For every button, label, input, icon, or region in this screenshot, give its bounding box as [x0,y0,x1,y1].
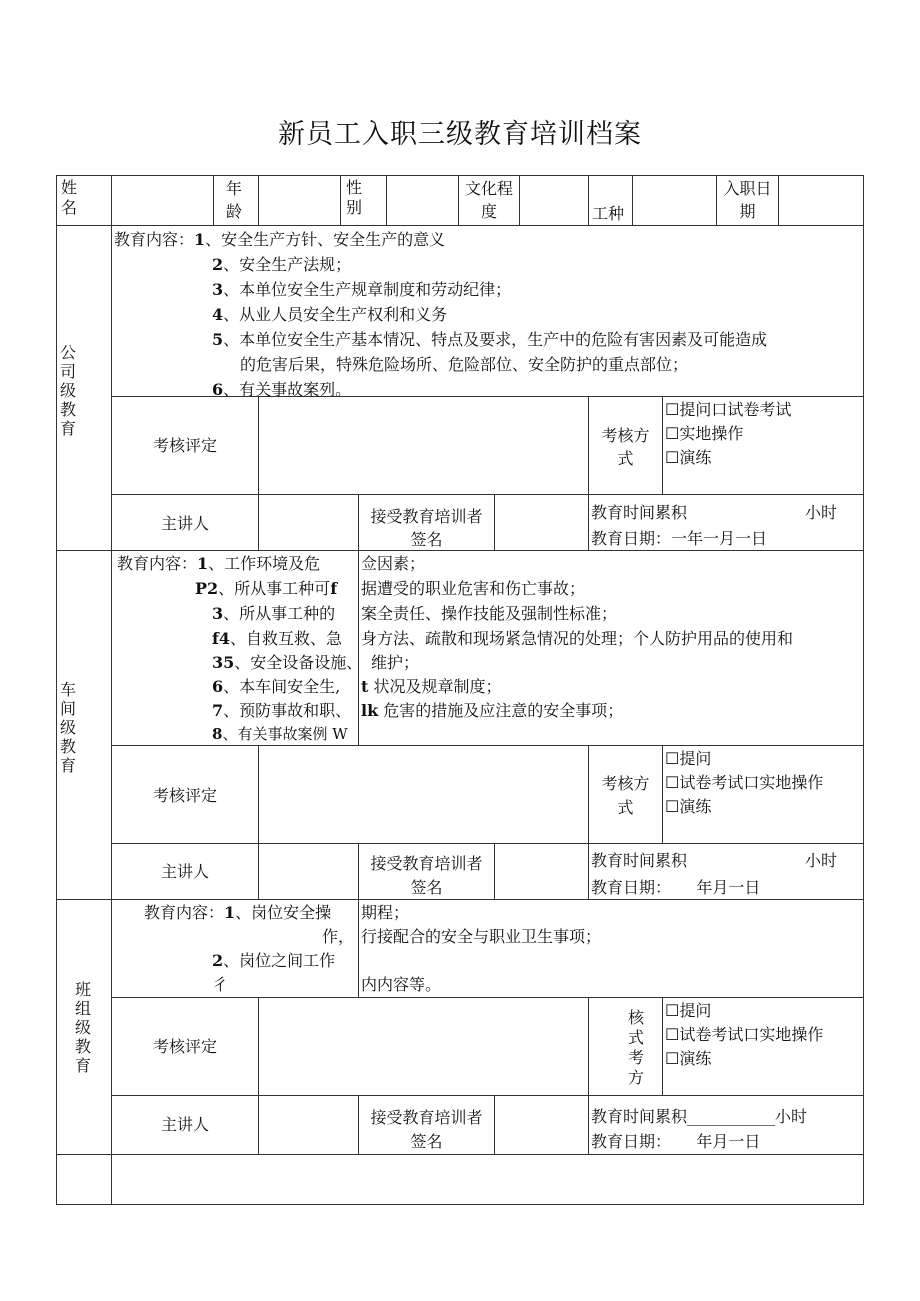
workshop-hours-label: 教育时间累积 [591,851,688,870]
job-type-label: 工种 [592,204,625,223]
workshop-method-label-line1: 考核方 [601,774,650,793]
education-label-line2: 度 [480,202,497,221]
company-method-label-line2: 式 [617,449,634,468]
education-label-line1: 文化程 [464,179,513,198]
hire-date-label-line1: 入职日 [723,179,772,198]
team-date: 教育日期： 年月一日 [591,1132,761,1151]
company-content-line: 教育内容：1、安全生产方针、安全生产的意义 [114,230,446,249]
company-content-line: 4、从业人员安全生产权利和义务 [212,305,448,324]
page-title: 新员工入职三级教育培训档案 [278,119,642,150]
team-left-line: 2、岗位之间工作 [212,951,336,970]
company-lecturer-label: 主讲人 [160,514,209,533]
workshop-left-line: 6、本车间安全生, [212,677,341,696]
team-section-label: 班组级教育 [74,980,91,1075]
hire-date-label-line2: 期 [739,202,756,221]
name-label: 姓名 [60,178,77,217]
workshop-hours-unit: 小时 [805,851,838,870]
team-trainee-sign-line1: 接受教育培训者 [370,1108,483,1127]
workshop-trainee-sign-line1: 接受教育培训者 [370,854,483,873]
company-trainee-sign-line1: 接受教育培训者 [370,507,483,526]
team-lecturer-label: 主讲人 [160,1115,209,1134]
team-left-line: 教育内容：1、岗位安全操 [144,903,332,922]
team-method-option[interactable]: ☐试卷考试口实地操作 [665,1025,824,1044]
workshop-right-line: 维护； [371,653,420,672]
team-method-label: 核式考方 [627,1008,644,1087]
company-method-option[interactable]: ☐提问口试卷考试 [665,400,792,419]
workshop-date: 教育日期： 年月一日 [591,878,761,897]
workshop-method-option[interactable]: ☐提问 [665,749,712,768]
company-hours-label: 教育时间累积 [591,503,688,522]
workshop-right-line: 据遭受的职业危害和伤亡事故； [361,579,586,598]
company-content-line: 2、安全生产法规； [212,255,352,274]
team-right-line: 期程； [361,903,410,922]
workshop-section-label: 车间级教育 [59,680,76,775]
workshop-right-line: 佥因素； [361,554,426,573]
workshop-trainee-sign-line2: 签名 [410,878,443,897]
team-assessment-label: 考核评定 [152,1037,217,1056]
company-trainee-sign-line2: 签名 [410,530,443,549]
company-content-line: 3、本单位安全生产规章制度和劳动纪律； [212,280,512,299]
team-left-line: 彳 [212,975,229,994]
company-date: 教育日期：一年一月一日 [591,529,768,548]
workshop-method-option[interactable]: ☐试卷考试口实地操作 [665,773,824,792]
workshop-lecturer-label: 主讲人 [160,862,209,881]
workshop-right-line: t 状况及规章制度； [361,677,502,696]
workshop-assessment-label: 考核评定 [152,786,217,805]
workshop-method-option[interactable]: ☐演练 [665,797,712,816]
team-method-option[interactable]: ☐提问 [665,1001,712,1020]
workshop-left-line: 8、有关事故案例 W [212,725,348,743]
workshop-left-line: 7、预防事故和职、 [212,701,352,720]
team-right-line: 行接配合的安全与职业卫生事项； [361,927,602,946]
company-content-line: 5、本单位安全生产基本情况、特点及要求，生产中的危险有害因素及可能造成 [212,330,768,349]
company-hours-unit: 小时 [805,503,838,522]
company-method-option[interactable]: ☐实地操作 [665,424,744,443]
team-hours-label: 教育时间累积___________小时 [591,1107,808,1126]
workshop-right-line: lk 危害的措施及应注意的安全事项； [361,701,624,720]
team-right-line: 内内容等。 [361,975,442,994]
company-method-label-line1: 考核方 [601,426,650,445]
workshop-left-line: 教育内容：1、工作环境及危 [117,554,321,573]
team-left-line: 作， [322,927,355,946]
workshop-method-label-line2: 式 [617,798,634,817]
workshop-left-line: f4、自救互救、急 [212,629,343,648]
company-method-option[interactable]: ☐演练 [665,448,712,467]
workshop-left-line: 3、所从事工种的 [212,604,336,623]
company-section-label: 公司级教育 [59,343,76,438]
team-trainee-sign-line2: 签名 [410,1132,443,1151]
workshop-left-line: P2、所从事工种可f [195,579,338,598]
company-assessment-label: 考核评定 [152,436,217,455]
company-content-line: 的危害后果，特殊危险场所、危险部位、安全防护的重点部位； [240,355,689,374]
age-label-line2: 龄 [226,202,243,221]
workshop-right-line: 案全责任、操作技能及强制性标准； [361,604,618,623]
age-label-line1: 年 [226,179,243,198]
team-method-option[interactable]: ☐演练 [665,1049,712,1068]
company-content-line: 6、有关事故案列。 [212,380,352,396]
workshop-left-line: 35、安全设备设施、 [212,653,363,672]
workshop-right-line: 身方法、疏散和现场紧急情况的处理；个人防护用品的使用和 [361,629,794,648]
gender-label: 性别 [345,178,362,217]
